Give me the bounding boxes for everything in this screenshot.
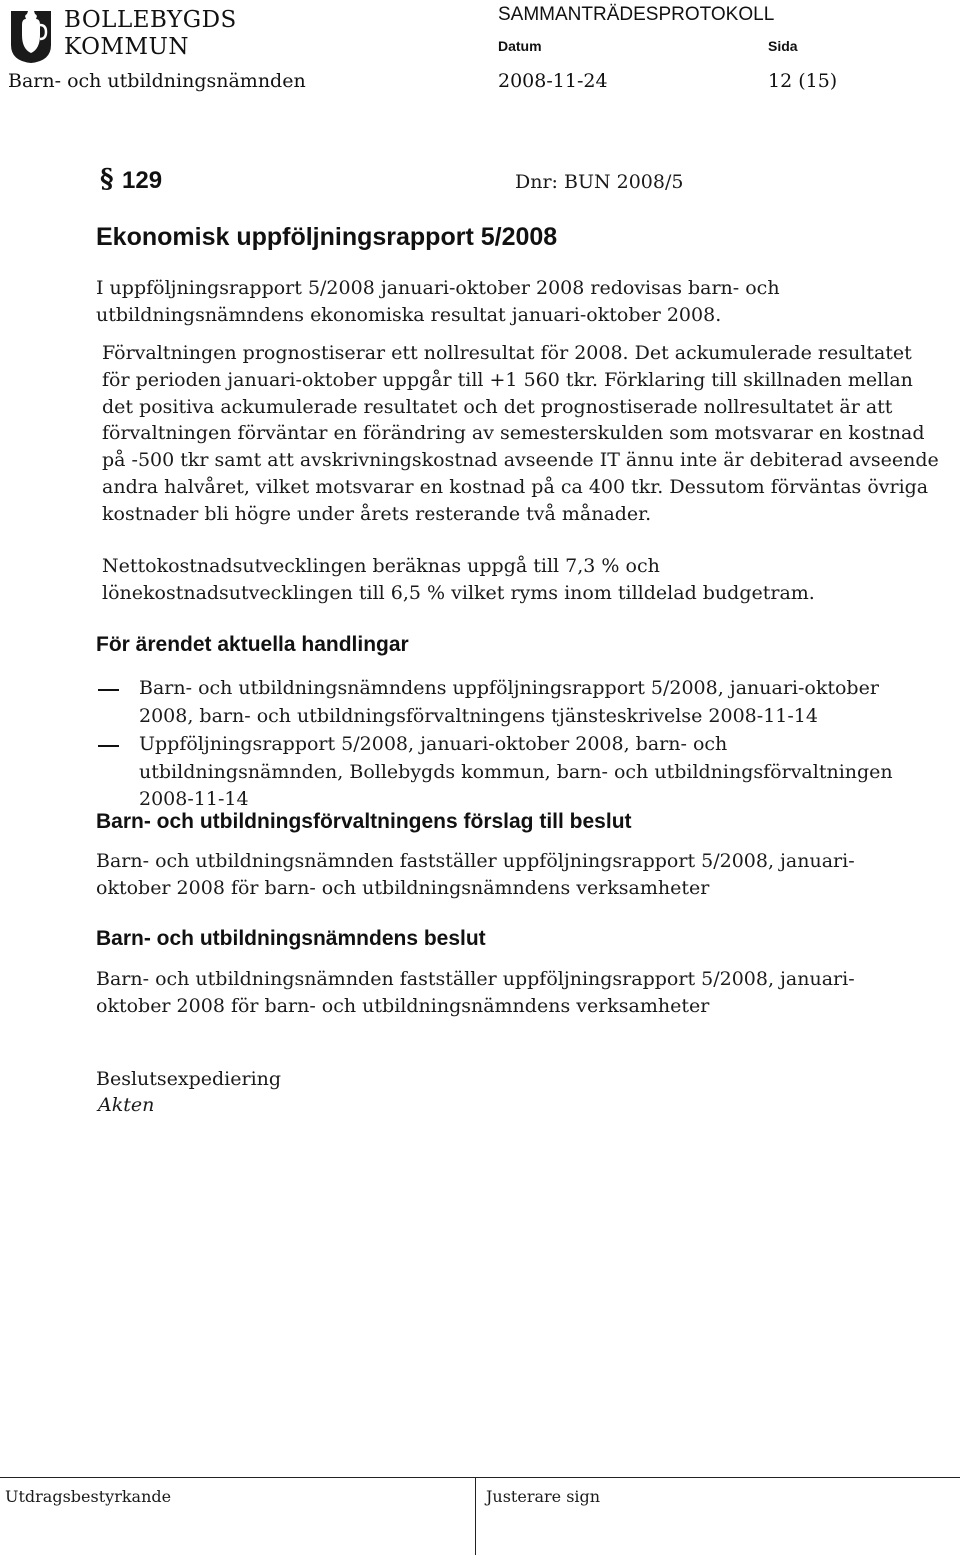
datum-label: Datum (498, 38, 542, 54)
document-type: SAMMANTRÄDESPROTOKOLL (498, 4, 775, 25)
signature-footer (0, 1477, 960, 1555)
adjuster-signature-cell (477, 1478, 960, 1555)
svg-text:§: § (100, 164, 114, 193)
meeting-date: 2008-11-24 (498, 70, 608, 92)
list-item-text: Uppföljningsrapport 5/2008, januari-oktober 2008, barn- och utbildningsnämnden, Bollebygds kommun, barn- och utbildningsförvaltningen 2008-11-14 (139, 733, 893, 810)
logo-wordmark (64, 7, 237, 61)
cost-development-paragraph: Nettokostnadsutvecklingen beräknas uppgå till 7,3 % och lönekostnadsutvecklingen till 6,5 % vilket ryms inom tilldelad budgetram. (102, 555, 815, 604)
documents-list (96, 675, 926, 815)
municipality-logo (8, 5, 243, 65)
logo-line-2: KOMMUN (64, 34, 190, 60)
sida-label: Sida (768, 38, 798, 54)
logo-line-1: BOLLEBYGDS (64, 7, 237, 33)
page-number: 12 (15) (768, 70, 838, 92)
documents-heading: För ärendet aktuella handlingar (96, 633, 409, 656)
jug-emblem-icon (8, 5, 54, 65)
committee-name: Barn- och utbildningsnämnden (8, 70, 306, 92)
distribution-label: Beslutsexpediering (96, 1068, 282, 1090)
list-item (96, 675, 926, 730)
forecast-paragraph: Förvaltningen prognostiserar ett nollresultat för 2008. Det ackumulerade resultatet för perioden januari-oktober uppgår till +1 560 tkr. Förklaring till skillnaden mellan det positiva ackumulerade resultatet och det prognostiserade nollresultatet är att förvaltningen förväntar en förändring av semesterskulden som motsvarar en kostnad på -500 tkr samt att avskrivningskostnad avseende IT ännu inte är debiterad avseende andra halvåret, vilket motsvarar en kostnad på ca 400 tkr. Dessutom förväntas övriga kostnader bli högre under årets resterande två månader. (102, 342, 939, 525)
adjuster-signature-label: Justerare sign (486, 1487, 601, 1506)
decision-heading: Barn- och utbildningsnämndens beslut (96, 927, 486, 950)
list-item (96, 731, 926, 814)
distribution-item: Akten (98, 1094, 155, 1116)
proposal-text: Barn- och utbildningsnämnden fastställer uppföljningsrapport 5/2008, januari-oktober 2008 för barn- och utbildningsnämndens verksamheter (96, 850, 855, 899)
intro-paragraph: I uppföljningsrapport 5/2008 januari-oktober 2008 redovisas barn- och utbildningsnämndens ekonomiska resultat januari-oktober 2008. (96, 277, 780, 326)
proposal-heading: Barn- och utbildningsförvaltningens förslag till beslut (96, 810, 632, 833)
certification-label: Utdragsbestyrkande (5, 1487, 172, 1506)
decision-text: Barn- och utbildningsnämnden fastställer uppföljningsrapport 5/2008, januari-oktober 2008 för barn- och utbildningsnämndens verksamheter (96, 968, 855, 1017)
section-number: 129 (122, 167, 163, 194)
dash-bullet-icon (98, 689, 119, 691)
certification-cell (0, 1478, 476, 1555)
page-title: Ekonomisk uppföljningsrapport 5/2008 (96, 223, 558, 251)
diary-number: Dnr: BUN 2008/5 (515, 171, 684, 193)
section-sign-icon (100, 163, 116, 193)
dash-bullet-icon (98, 745, 119, 747)
list-item-text: Barn- och utbildningsnämndens uppföljningsrapport 5/2008, januari-oktober 2008, barn- och utbildningsförvaltningens tjänsteskrivelse 2008-11-14 (139, 677, 879, 727)
